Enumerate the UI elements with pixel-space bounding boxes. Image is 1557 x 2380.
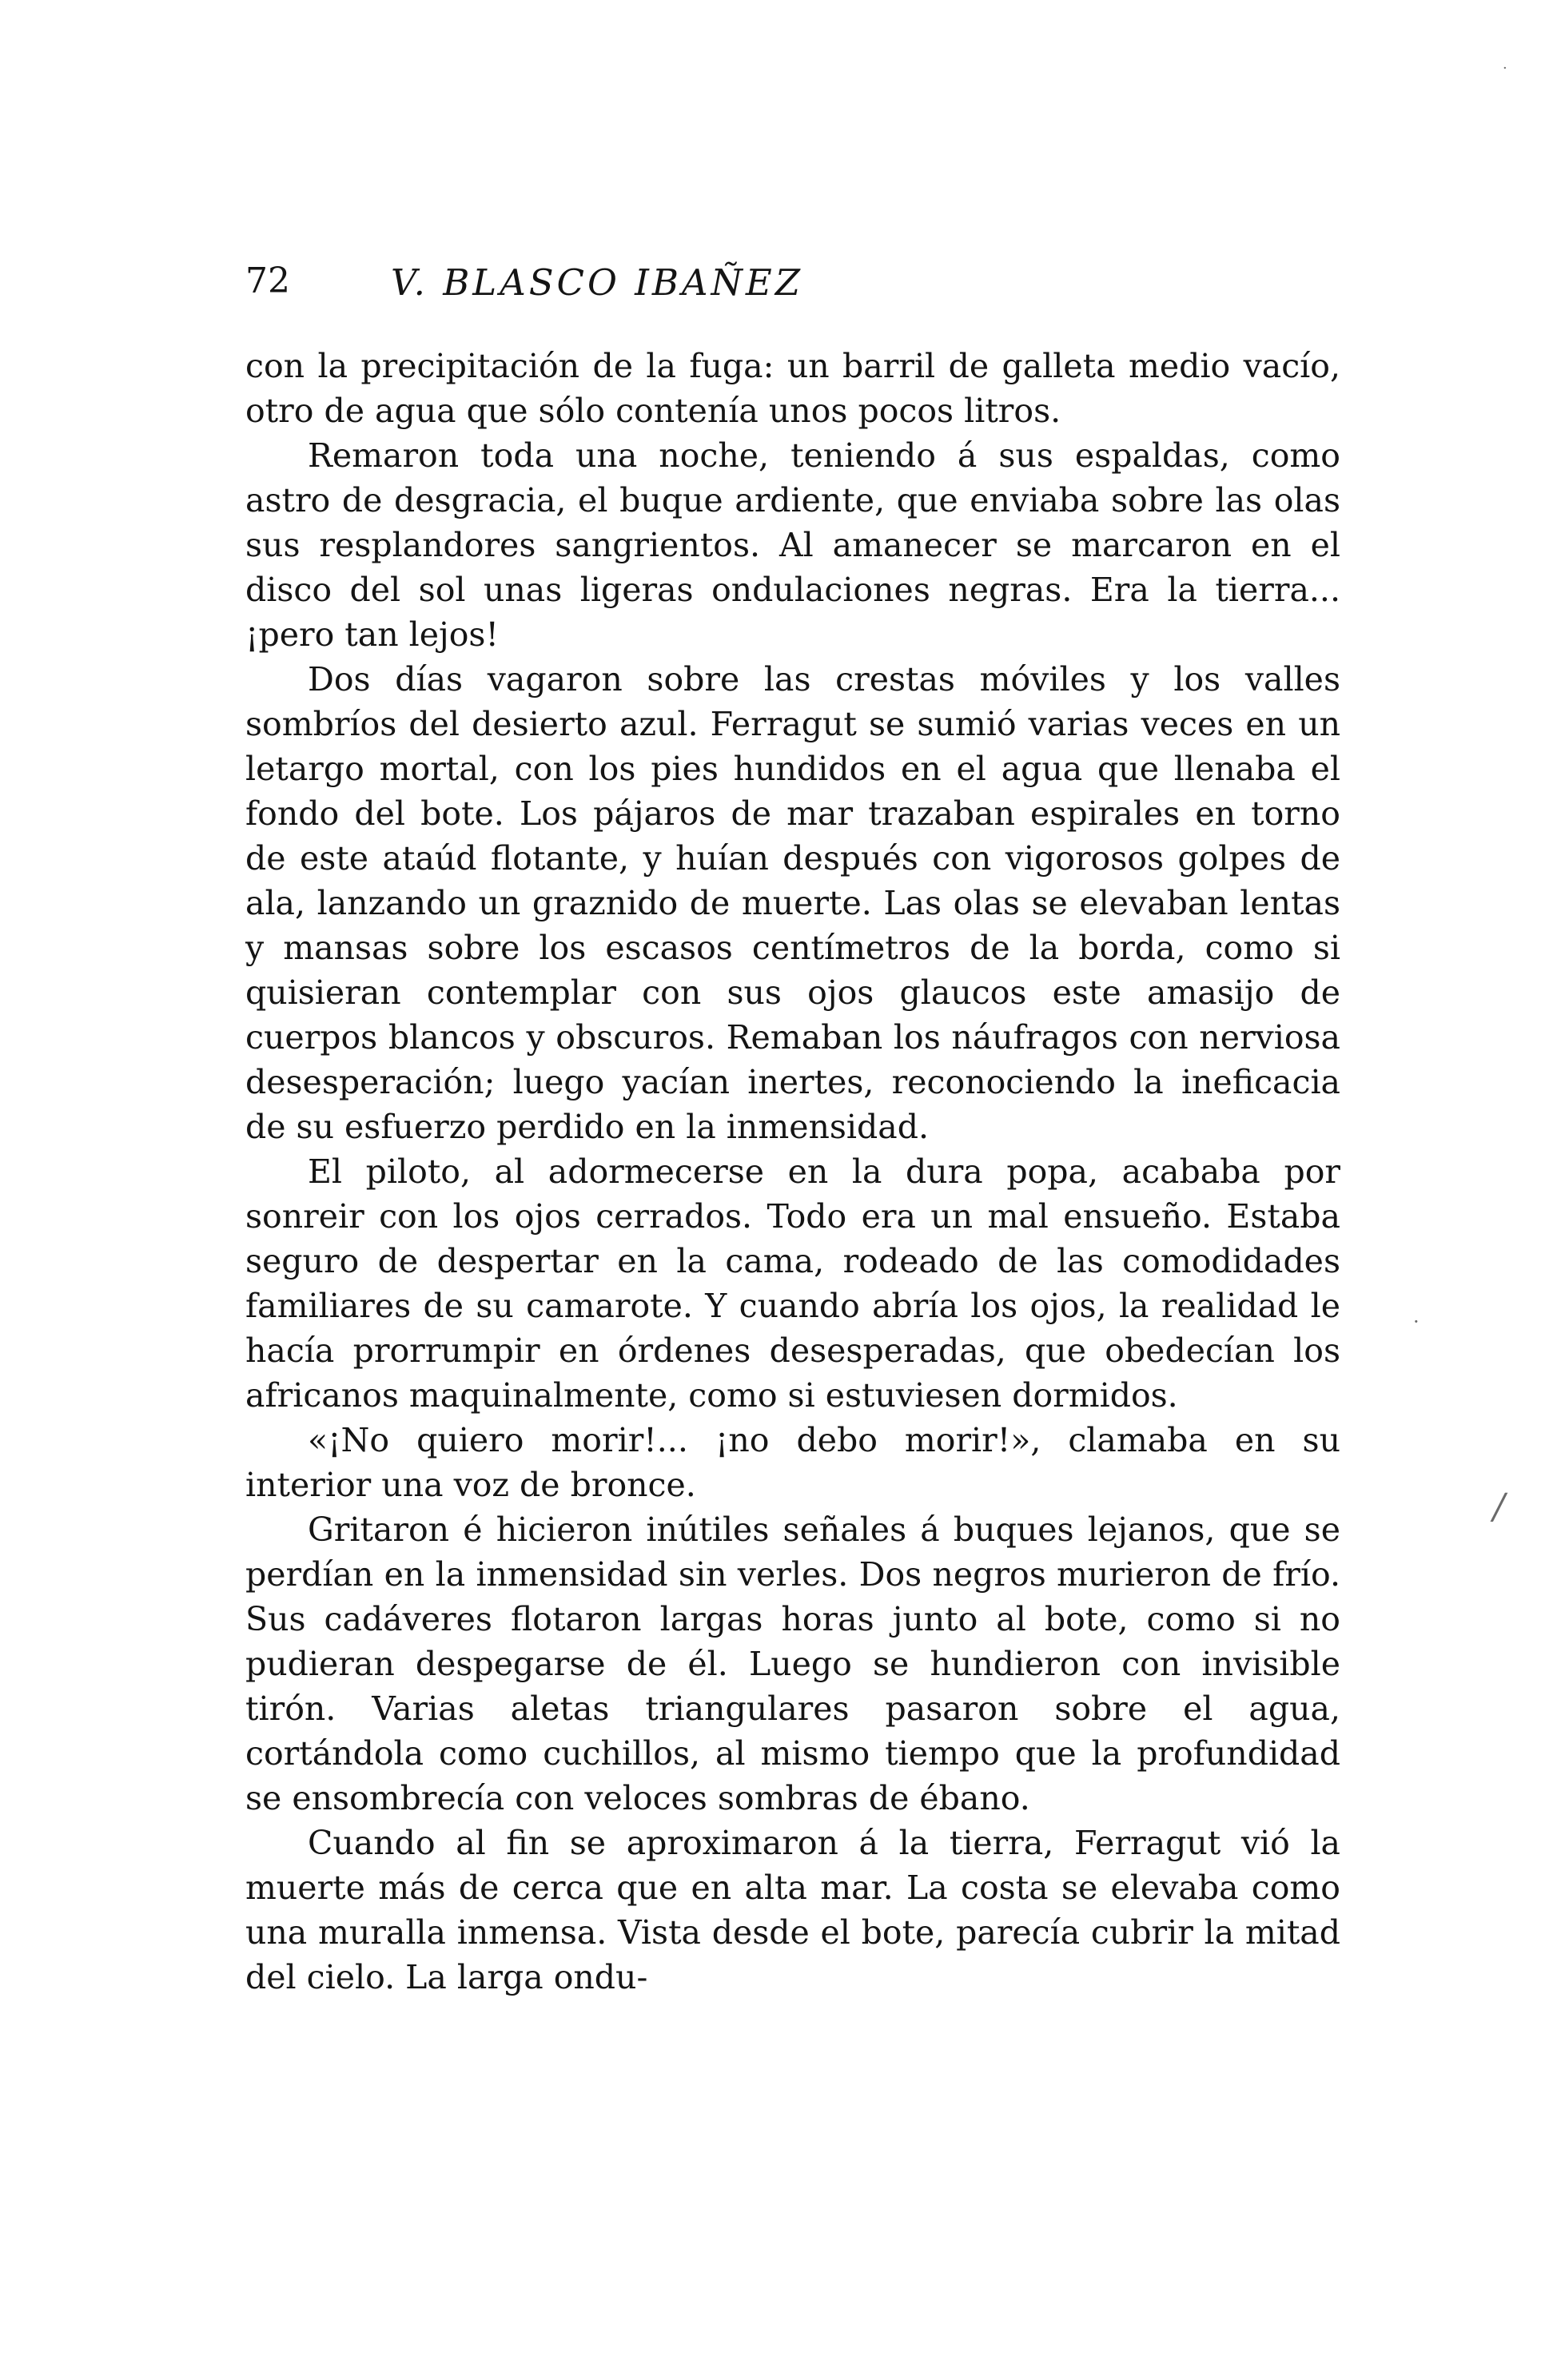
paragraph: El piloto, al adormecerse en la dura popa, acababa por sonreir con los ojos cerrados. Todo era un mal ensueño. Estaba seguro de despertar en la cama, rodeado de las comodidades familiares de su camarote. Y cuando abría los ojos, la realidad le hacía prorrumpir en órdenes desesperadas, que obedecían los africanos maquinalmente, como si estuviesen dormidos. — [245, 1152, 1340, 1415]
scan-speck: · — [1503, 60, 1507, 77]
paragraph: con la precipitación de la fuga: un barril de galleta medio vacío, otro de agua que sólo contenía unos pocos litros. — [245, 347, 1340, 430]
body-text — [245, 344, 1340, 2000]
scan-speck: · — [1413, 1311, 1420, 1333]
page-number: 72 — [245, 261, 290, 301]
paragraph: Cuando al fin se aproximaron á la tierra, Ferragut vió la muerte más de cerca que en alta mar. La costa se elevaba como una muralla inmensa. Vista desde el bote, parecía cubrir la mitad del cielo. La larga ondu- — [245, 1824, 1340, 1996]
paragraph: Remaron toda una noche, teniendo á sus espaldas, como astro de desgracia, el buque ardiente, que enviaba sobre las olas sus resplandores sangrientos. Al amanecer se marcaron en el disco del sol unas ligeras ondulaciones negras. Era la tierra... ¡pero tan lejos! — [245, 436, 1340, 654]
margin-mark: / — [1493, 1487, 1505, 1527]
paragraph: Gritaron é hicieron inútiles señales á buques lejanos, que se perdían en la inmensidad sin verles. Dos negros murieron de frío. Sus cadáveres flotaron largas horas junto al bote, como si no pudieran despegarse de él. Luego se hundieron con invisible tirón. Varias aletas triangulares pasaron sobre el agua, cortándola como cuchillos, al mismo tiempo que la profundidad se ensombrecía con veloces sombras de ébano. — [245, 1510, 1340, 1817]
page-header — [245, 257, 1340, 321]
paragraph: Dos días vagaron sobre las crestas móviles y los valles sombríos del desierto azul. Ferragut se sumió varias veces en un letargo mortal, con los pies hundidos en el agua que llenaba el fondo del bote. Los pájaros de mar trazaban espirales en torno de este ataúd flotante, y huían después con vigorosos golpes de ala, lanzando un graznido de muerte. Las olas se elevaban lentas y mansas sobre los escasos centímetros de la borda, como si quisieran contemplar con sus ojos glaucos este amasijo de cuerpos blancos y obscuros. Remaban los náufragos con nerviosa desesperación; luego yacían inertes, reconociendo la ineficacia de su esfuerzo perdido en la inmensidad. — [245, 660, 1340, 1146]
paragraph: «¡No quiero morir!... ¡no debo morir!», clamaba en su interior una voz de bronce. — [245, 1421, 1340, 1504]
running-head: V. BLASCO IBAÑEZ — [391, 261, 803, 304]
